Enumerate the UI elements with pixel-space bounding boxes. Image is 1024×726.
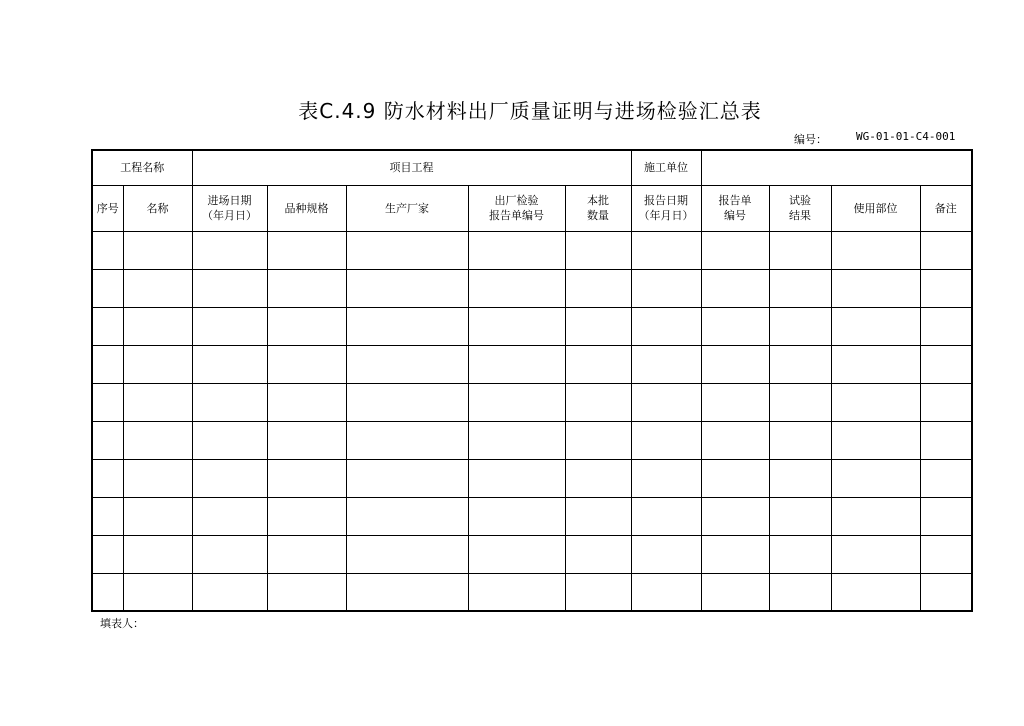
column-header-line1: 报告日期 [644,194,688,207]
table-cell[interactable] [701,459,769,497]
table-cell[interactable] [192,307,267,345]
table-cell[interactable] [631,231,701,269]
table-cell[interactable] [92,231,123,269]
table-cell[interactable] [267,573,346,611]
table-cell[interactable] [831,269,920,307]
table-cell[interactable] [346,573,468,611]
table-cell[interactable] [123,307,192,345]
table-cell[interactable] [192,383,267,421]
table-cell[interactable] [769,231,831,269]
table-cell[interactable] [701,345,769,383]
table-cell[interactable] [920,535,972,573]
table-cell[interactable] [267,231,346,269]
table-cell[interactable] [92,345,123,383]
table-cell[interactable] [769,497,831,535]
table-cell[interactable] [631,573,701,611]
table-cell[interactable] [701,573,769,611]
table-cell[interactable] [267,345,346,383]
table-cell[interactable] [565,383,631,421]
table-cell[interactable] [92,459,123,497]
table-cell[interactable] [701,383,769,421]
table-cell[interactable] [123,421,192,459]
column-header [468,185,565,231]
table-row [92,535,972,573]
table-cell[interactable] [565,307,631,345]
table-cell[interactable] [831,231,920,269]
table-cell[interactable] [123,231,192,269]
column-header-line1: 进场日期 [207,194,252,207]
table-cell[interactable] [565,573,631,611]
table-cell[interactable] [346,535,468,573]
table-cell[interactable] [346,345,468,383]
filler-label: 填表人： [100,617,144,630]
table-cell[interactable] [468,421,565,459]
table-row [92,231,972,269]
column-header [769,185,831,231]
table-cell[interactable] [831,573,920,611]
column-header [267,185,346,231]
table-cell[interactable] [565,345,631,383]
column-header [565,185,631,231]
table-cell[interactable] [769,269,831,307]
table-cell[interactable] [267,421,346,459]
table-cell[interactable] [92,269,123,307]
column-header [346,185,468,231]
info-row [92,150,972,185]
table-body [92,231,972,611]
table-cell[interactable] [346,421,468,459]
table-cell[interactable] [92,573,123,611]
project-name-label: 工程名称 [92,150,192,185]
table-cell[interactable] [831,383,920,421]
table-cell[interactable] [831,459,920,497]
column-header [92,185,123,231]
table-cell[interactable] [468,459,565,497]
table-cell[interactable] [468,269,565,307]
table-cell[interactable] [346,307,468,345]
table-cell[interactable] [192,459,267,497]
table-cell[interactable] [123,383,192,421]
column-header-line2: 结果 [789,209,811,222]
table-cell[interactable] [468,497,565,535]
table-cell[interactable] [267,383,346,421]
column-header-line1: 报告单 [718,194,752,207]
table-cell[interactable] [631,269,701,307]
table-cell[interactable] [701,269,769,307]
table-cell[interactable] [192,497,267,535]
table-row [92,421,972,459]
table-row [92,573,972,611]
column-header [123,185,192,231]
table-cell[interactable] [346,459,468,497]
table-cell[interactable] [123,345,192,383]
table-cell[interactable] [769,459,831,497]
table-cell[interactable] [92,383,123,421]
table-cell[interactable] [123,573,192,611]
project-name-cell[interactable]: 项目工程 [192,150,631,185]
table-cell[interactable] [631,383,701,421]
table-cell[interactable] [831,307,920,345]
table-cell[interactable] [920,459,972,497]
table-cell[interactable] [631,497,701,535]
table-cell[interactable] [831,497,920,535]
table-cell[interactable] [123,535,192,573]
table-cell[interactable] [468,573,565,611]
column-header-line1: 名称 [146,201,169,215]
table-cell[interactable] [192,573,267,611]
column-header-line1: 生产厂家 [385,201,429,215]
table-cell[interactable] [565,269,631,307]
table-cell[interactable] [631,459,701,497]
summary-table [91,149,973,612]
table-cell[interactable] [701,535,769,573]
table-cell[interactable] [769,307,831,345]
table-cell[interactable] [123,497,192,535]
table-cell[interactable] [192,231,267,269]
table-row [92,383,972,421]
table-cell[interactable] [920,573,972,611]
column-header-line1: 使用部位 [853,201,898,215]
table-cell[interactable] [769,421,831,459]
table-cell[interactable] [701,421,769,459]
table-cell[interactable] [346,231,468,269]
table-cell[interactable] [920,383,972,421]
table-cell[interactable] [192,269,267,307]
table-cell[interactable] [769,345,831,383]
table-cell[interactable] [920,231,972,269]
table-cell[interactable] [92,307,123,345]
table-cell[interactable] [831,345,920,383]
column-header-line2: 数量 [587,209,609,222]
table-cell[interactable] [565,231,631,269]
table-cell[interactable] [267,535,346,573]
table-cell[interactable] [346,497,468,535]
column-header-line1: 序号 [96,201,119,215]
column-header [192,185,267,231]
table-cell[interactable] [631,421,701,459]
table-cell[interactable] [701,231,769,269]
table-cell[interactable] [769,573,831,611]
table-cell[interactable] [831,535,920,573]
table-row [92,497,972,535]
table-cell[interactable] [920,421,972,459]
table-cell[interactable] [831,421,920,459]
column-header-line2: 报告单编号 [489,209,544,222]
table-cell[interactable] [267,307,346,345]
table-cell[interactable] [631,345,701,383]
column-header [831,185,920,231]
table-cell[interactable] [267,459,346,497]
column-header-line2: （年月日） [202,209,257,222]
table-cell[interactable] [346,383,468,421]
column-header [701,185,769,231]
table-cell[interactable] [920,269,972,307]
table-cell[interactable] [565,421,631,459]
table-row [92,269,972,307]
table-row [92,307,972,345]
table-cell[interactable] [920,307,972,345]
table-cell[interactable] [565,535,631,573]
table-cell[interactable] [769,535,831,573]
table-cell[interactable] [468,535,565,573]
code-value: WG-01-01-C4-001 [856,130,956,143]
table-cell[interactable] [92,535,123,573]
table-cell[interactable] [468,307,565,345]
column-header-line2: 编号 [724,209,746,222]
table-row [92,345,972,383]
column-header [631,185,701,231]
form-title: 表C.4.9 防水材料出厂质量证明与进场检验汇总表 [298,99,762,123]
table-cell[interactable] [631,535,701,573]
table-cell[interactable] [701,497,769,535]
table-cell[interactable] [565,459,631,497]
table-cell[interactable] [92,421,123,459]
table-cell[interactable] [565,497,631,535]
table-cell[interactable] [631,307,701,345]
table-cell[interactable] [346,269,468,307]
table-row [92,459,972,497]
table-cell[interactable] [468,345,565,383]
column-header-line1: 品种规格 [284,201,329,215]
table-cell[interactable] [701,307,769,345]
table-cell[interactable] [468,383,565,421]
table-cell[interactable] [920,497,972,535]
table-cell[interactable] [267,269,346,307]
table-cell[interactable] [468,231,565,269]
column-header-line1: 备注 [934,201,957,215]
construction-unit-cell[interactable] [701,150,972,185]
header-row [92,185,972,231]
table-cell[interactable] [267,497,346,535]
column-header-line1: 本批 [587,194,609,207]
table-cell[interactable] [123,269,192,307]
table-cell[interactable] [123,459,192,497]
table-cell[interactable] [192,345,267,383]
column-header-line1: 出厂检验 [494,194,539,207]
code-label: 编号： [794,133,827,146]
table-cell[interactable] [192,535,267,573]
construction-unit-label: 施工单位 [631,150,701,185]
column-header-line1: 试验 [789,194,811,207]
column-header [920,185,972,231]
table-cell[interactable] [769,383,831,421]
table-cell[interactable] [92,497,123,535]
table-cell[interactable] [192,421,267,459]
column-header-line2: （年月日） [638,209,694,222]
table-cell[interactable] [920,345,972,383]
